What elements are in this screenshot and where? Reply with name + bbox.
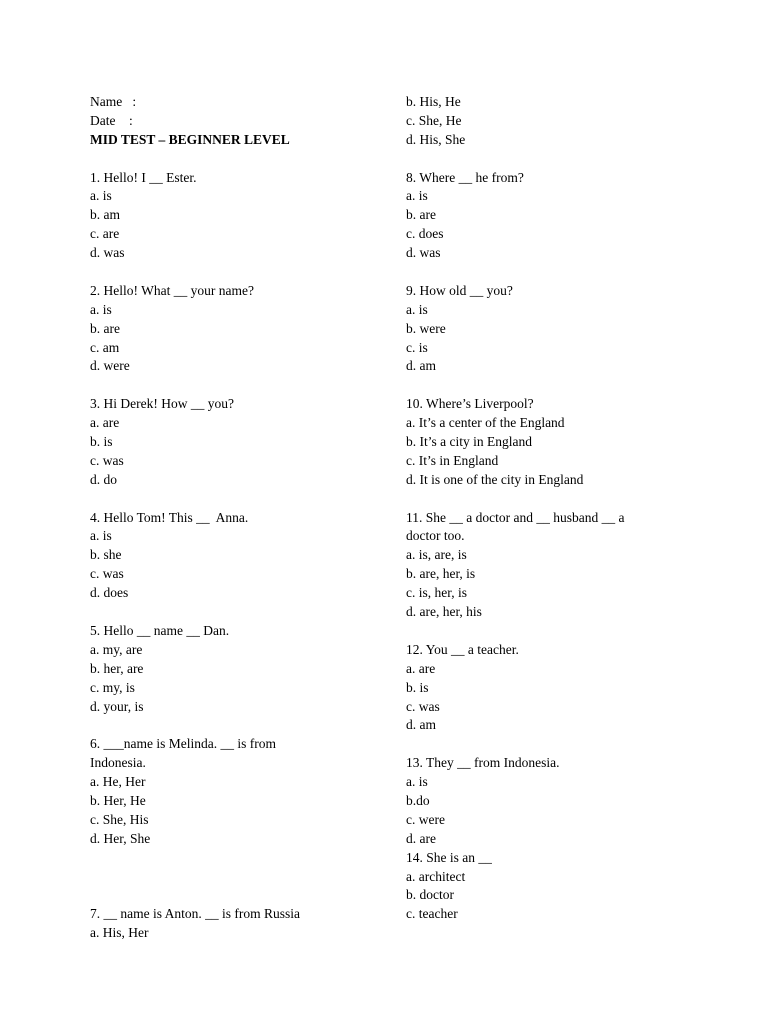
date-label: Date : [90, 112, 133, 128]
q2-option-c: c. am [90, 339, 120, 355]
q4-option-b: b. she [90, 547, 122, 563]
q10-option-b: b. It’s a city in England [406, 434, 532, 450]
q4-option-a: a. is [90, 528, 112, 544]
q3-option-b: b. is [90, 434, 113, 450]
q14-option-c: c. teacher [406, 906, 458, 922]
question-10: 10. Where’s Liverpool? [406, 396, 534, 412]
q4-option-d: d. does [90, 585, 129, 601]
name-label: Name : [90, 94, 137, 109]
question-8: 8. Where __ he from? [406, 169, 524, 185]
q12-option-c: c. was [406, 698, 440, 714]
q10-option-c: c. It’s in England [406, 452, 499, 468]
question-3: 3. Hi Derek! How __ you? [90, 396, 234, 412]
q14-option-b: b. doctor [406, 887, 454, 903]
question-1: 1. Hello! I __ Ester. [90, 169, 197, 185]
q13-option-c: c. were [406, 811, 445, 827]
q14-option-a: a. architect [406, 868, 466, 884]
q6-option-c: c. She, His [90, 811, 149, 827]
q9-option-a: a. is [406, 301, 428, 317]
question-12: 12. You __ a teacher. [406, 641, 519, 657]
question-6-line-1: 6. ___name is Melinda. __ is from [90, 736, 276, 752]
q5-option-b: b. her, are [90, 660, 144, 676]
q5-option-d: d. your, is [90, 698, 144, 714]
test-title: MID TEST – BEGINNER LEVEL [90, 131, 290, 147]
q7-option-d: d. His, She [406, 131, 466, 147]
q7-option-a: a. His, Her [90, 925, 149, 941]
q3-option-a: a. are [90, 415, 120, 431]
q1-option-d: d. was [90, 245, 125, 261]
q4-option-c: c. was [90, 566, 124, 582]
q3-option-c: c. was [90, 452, 124, 468]
question-5: 5. Hello __ name __ Dan. [90, 622, 230, 638]
q1-option-a: a. is [90, 188, 112, 204]
q10-option-d: d. It is one of the city in England [406, 471, 584, 487]
q9-option-b: b. were [406, 320, 446, 336]
q10-option-a: a. It’s a center of the England [406, 415, 565, 431]
q3-option-d: d. do [90, 471, 117, 487]
q13-option-b: b.do [406, 792, 430, 808]
q2-option-d: d. were [90, 358, 130, 374]
q13-option-d: d. are [406, 830, 436, 846]
left-column [90, 93, 390, 943]
q13-option-a: a. is [406, 774, 428, 790]
q5-option-a: a. my, are [90, 641, 143, 657]
q12-option-d: d. am [406, 717, 436, 733]
question-11-line-1: 11. She __ a doctor and __ husband __ a [406, 509, 625, 525]
q8-option-c: c. does [406, 226, 444, 242]
q12-option-a: a. are [406, 660, 436, 676]
q8-option-d: d. was [406, 245, 441, 261]
q9-option-c: c. is [406, 339, 428, 355]
question-2: 2. Hello! What __ your name? [90, 282, 254, 298]
question-6-line-2: Indonesia. [90, 755, 146, 771]
q11-option-b: b. are, her, is [406, 566, 476, 582]
q5-option-c: c. my, is [90, 679, 135, 695]
q6-option-a: a. He, Her [90, 774, 146, 790]
q11-option-a: a. is, are, is [406, 547, 467, 563]
question-13: 13. They __ from Indonesia. [406, 755, 560, 771]
q6-option-b: b. Her, He [90, 792, 146, 808]
q8-option-b: b. are [406, 207, 436, 223]
q2-option-a: a. is [90, 301, 112, 317]
question-7: 7. __ name is Anton. __ is from Russia [90, 906, 300, 922]
question-4: 4. Hello Tom! This __ Anna. [90, 509, 249, 525]
question-9: 9. How old __ you? [406, 282, 513, 298]
q11-option-d: d. are, her, his [406, 604, 482, 620]
q9-option-d: d. am [406, 358, 436, 374]
q6-option-d: d. Her, She [90, 830, 151, 846]
question-14: 14. She is an __ [406, 849, 492, 865]
q12-option-b: b. is [406, 679, 429, 695]
question-11-line-2: doctor too. [406, 528, 465, 544]
q2-option-b: b. are [90, 320, 120, 336]
q1-option-b: b. am [90, 207, 120, 223]
right-column [406, 93, 706, 924]
q7-option-c: c. She, He [406, 112, 462, 128]
q11-option-c: c. is, her, is [406, 585, 467, 601]
q8-option-a: a. is [406, 188, 428, 204]
q7-option-b: b. His, He [406, 94, 461, 109]
q1-option-c: c. are [90, 226, 120, 242]
